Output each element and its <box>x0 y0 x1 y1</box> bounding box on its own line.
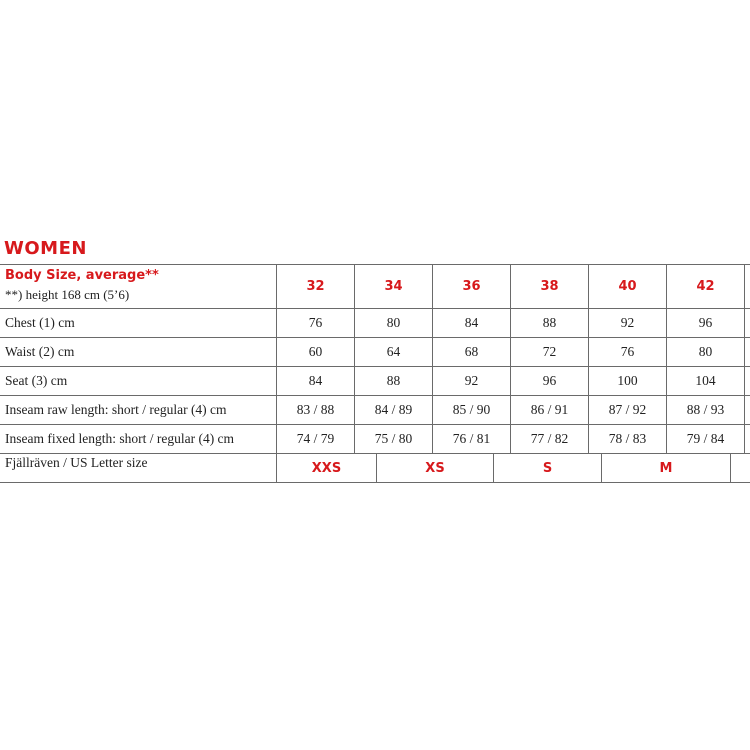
table-rule <box>0 482 750 483</box>
size-header: 38 <box>540 279 559 294</box>
table-cell: 88 <box>542 315 557 330</box>
table-cell: 88 <box>386 373 401 388</box>
table-cell: 88 / 93 <box>686 402 725 417</box>
size-header: 36 <box>462 279 481 294</box>
table-cell: 80 <box>386 315 401 330</box>
table-cell: 96 <box>542 373 557 388</box>
body-size-title: Body Size, average** <box>5 268 159 283</box>
row-label-chest: Chest (1) cm <box>5 315 75 330</box>
table-cell: 72 <box>542 344 557 359</box>
table-cell: 104 <box>695 373 716 388</box>
table-cell: 60 <box>308 344 323 359</box>
table-cell: 78 / 83 <box>608 431 647 446</box>
table-cell: 84 / 89 <box>374 402 413 417</box>
height-note: **) height 168 cm (5’6) <box>5 287 130 302</box>
table-cell: 74 / 79 <box>296 431 335 446</box>
size-header: 34 <box>384 279 403 294</box>
letter-size-m: M <box>659 460 673 476</box>
table-cell: 79 / 84 <box>686 431 725 446</box>
table-cell: 80 <box>698 344 713 359</box>
table-cell: 92 <box>464 373 479 388</box>
table-cell: 77 / 82 <box>530 431 569 446</box>
row-label-inseam-raw: Inseam raw length: short / regular (4) cm <box>5 402 227 417</box>
table-cell: 100 <box>617 373 638 388</box>
section-heading: WOMEN <box>4 238 87 259</box>
table-cell: 84 <box>308 373 323 388</box>
row-label-inseam-fixed: Inseam fixed length: short / regular (4) cm <box>5 431 235 446</box>
table-cell: 76 <box>620 344 635 359</box>
table-cell: 68 <box>464 344 479 359</box>
size-header: 32 <box>306 279 325 294</box>
letter-size-xxs: XXS <box>311 460 342 476</box>
table-cell: 84 <box>464 315 479 330</box>
letter-size-s: S <box>542 460 553 476</box>
table-cell: 76 <box>308 315 323 330</box>
row-label-letter-size: Fjällräven / US Letter size <box>5 455 148 470</box>
size-chart-table <box>0 264 750 484</box>
table-cell: 75 / 80 <box>374 431 413 446</box>
table-cell: 86 / 91 <box>530 402 569 417</box>
row-label-seat: Seat (3) cm <box>5 373 68 388</box>
size-header: 42 <box>696 279 715 294</box>
table-cell: 87 / 92 <box>608 402 647 417</box>
table-cell: 92 <box>620 315 635 330</box>
row-label-waist: Waist (2) cm <box>5 344 75 359</box>
table-cell: 85 / 90 <box>452 402 491 417</box>
table-rule <box>730 453 731 483</box>
table-cell: 96 <box>698 315 713 330</box>
letter-size-xs: XS <box>425 460 445 476</box>
table-cell: 64 <box>386 344 401 359</box>
size-header: 40 <box>618 279 637 294</box>
table-cell: 76 / 81 <box>452 431 491 446</box>
table-cell: 83 / 88 <box>296 402 335 417</box>
table-rule <box>744 264 745 453</box>
